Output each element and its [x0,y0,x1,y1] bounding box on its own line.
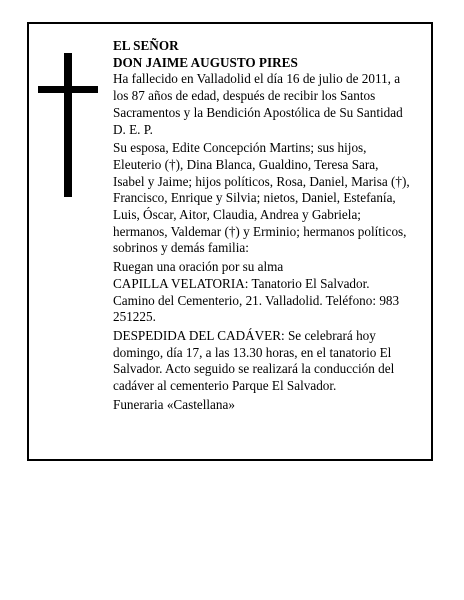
chapel-paragraph [113,276,421,326]
heading-line-title: EL SEÑOR [113,38,179,53]
text-line: hermanos, Valdemar (†) y Erminio; hermanos políticos, [113,223,407,239]
text-line: domingo, día 17, a las 13.30 horas, en el tanatorio El [113,344,392,360]
text-line: sobrinos y demás familia: [113,240,249,256]
text-line: Eleuterio (†), Dina Blanca, Gualdino, Teresa Sara, [113,156,379,172]
text-line: Isabel y Jaime; hijos políticos, Rosa, Daniel, Marisa (†), [113,173,410,189]
obituary-text [113,38,421,413]
heading-line-name: DON JAIME AUGUSTO PIRES [113,54,298,70]
text-line: Salvador. Acto seguido se realizará la conducción del [113,361,395,377]
text-line: D. E. P. [113,121,153,137]
text-line: 251225. [113,309,156,325]
death-announcement-paragraph [113,71,421,138]
text-line: Ha fallecido en Valladolid el día 16 de julio de 2011, a [113,71,401,87]
prayer-request-paragraph [113,259,421,276]
text-line: Camino del Cementerio, 21. Valladolid. Teléfono: 983 [113,292,400,308]
text-line: los 87 años de edad, después de recibir los Santos [113,88,376,104]
obituary-heading [113,38,421,71]
text-line: Ruegan una oración por su alma [113,259,284,275]
cross-vertical-bar [64,53,72,197]
text-line: Funeraria «Castellana» [113,396,235,412]
latin-cross-icon [38,53,98,197]
funeral-home-paragraph [113,397,421,414]
text-line: CAPILLA VELATORIA: Tanatorio El Salvador. [113,275,370,291]
family-paragraph [113,140,421,257]
text-line: Francisco, Enrique y Silvia; nietos, Daniel, Estefanía, [113,190,396,206]
text-line: Luis, Óscar, Aitor, Claudia, Andrea y Gabriela; [113,207,361,223]
farewell-paragraph [113,328,421,395]
text-line: Su esposa, Edite Concepción Martins; sus hijos, [113,140,367,156]
text-line: cadáver al cementerio Parque El Salvador. [113,378,337,394]
text-line: DESPEDIDA DEL CADÁVER: Se celebrará hoy [113,327,376,343]
text-line: Sacramentos y la Bendición Apostólica de Su Santidad [113,104,403,120]
cross-horizontal-bar [38,86,98,93]
